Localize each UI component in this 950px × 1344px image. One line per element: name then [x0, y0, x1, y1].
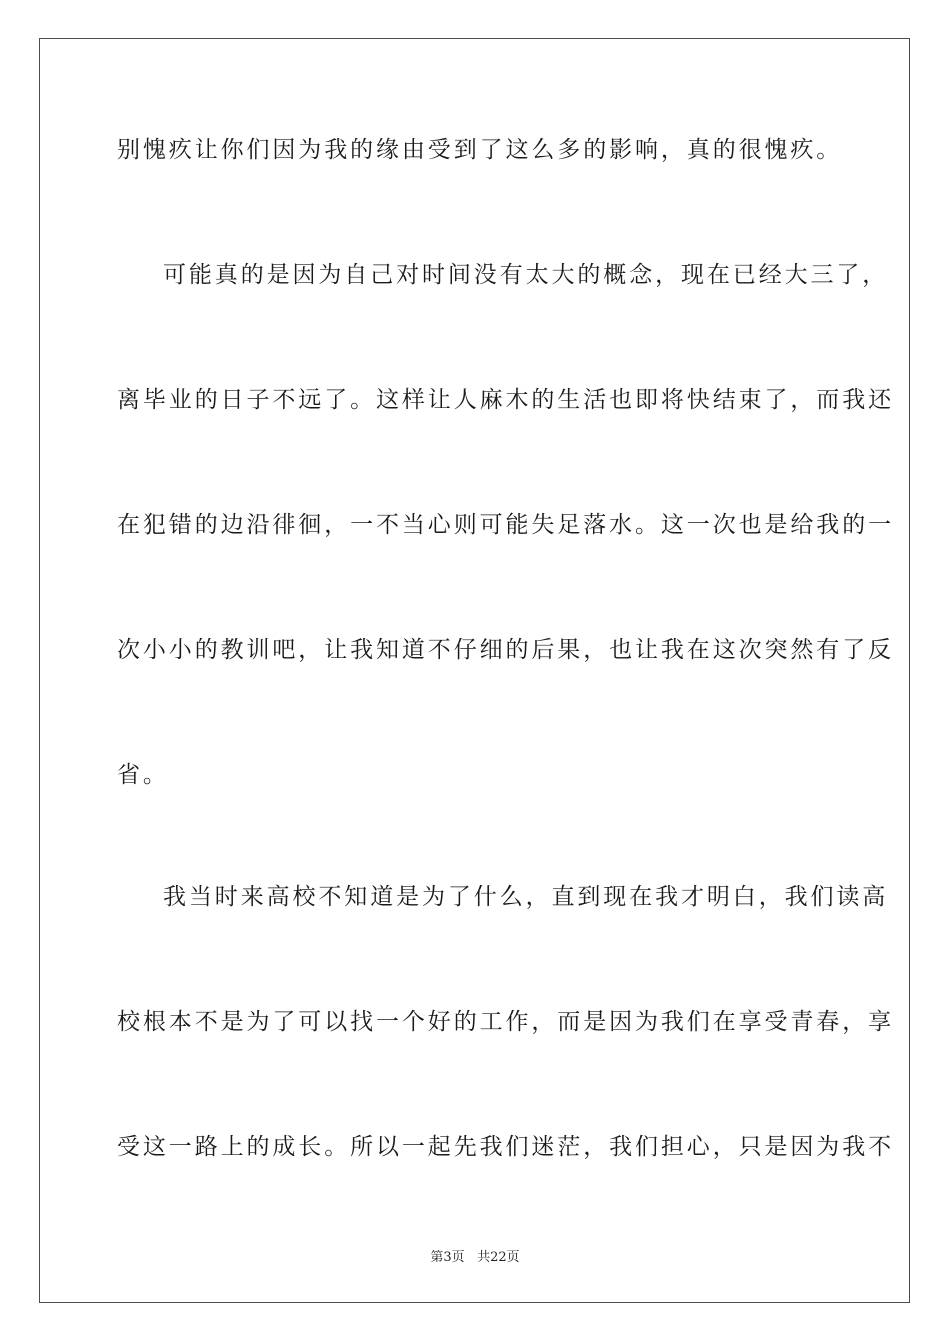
page-border	[39, 38, 910, 1303]
text-line-1: 别愧疚让你们因为我的缘由受到了这么多的影响，真的很愧疚。	[117, 137, 843, 163]
text-line-9: 受这一路上的成长。所以一起先我们迷茫，我们担心，只是因为我不	[117, 1134, 894, 1160]
text-line-6: 省。	[117, 762, 169, 788]
text-line-5: 次小小的教训吧，让我知道不仔细的后果，也让我在这次突然有了反	[117, 637, 894, 663]
page-number: 第3页	[430, 1250, 465, 1265]
text-line-3: 离毕业的日子不远了。这样让人麻木的生活也即将快结束了，而我还	[117, 387, 894, 413]
text-line-7: 我当时来高校不知道是为了什么，直到现在我才明白，我们读高	[163, 884, 889, 910]
text-line-2: 可能真的是因为自己对时间没有太大的概念，现在已经大三了，	[163, 262, 889, 288]
page-footer	[0, 1246, 950, 1265]
text-line-8: 校根本不是为了可以找一个好的工作，而是因为我们在享受青春，享	[117, 1009, 894, 1035]
text-line-4: 在犯错的边沿徘徊，一不当心则可能失足落水。这一次也是给我的一	[117, 512, 894, 538]
page-total: 共22页	[477, 1250, 520, 1265]
